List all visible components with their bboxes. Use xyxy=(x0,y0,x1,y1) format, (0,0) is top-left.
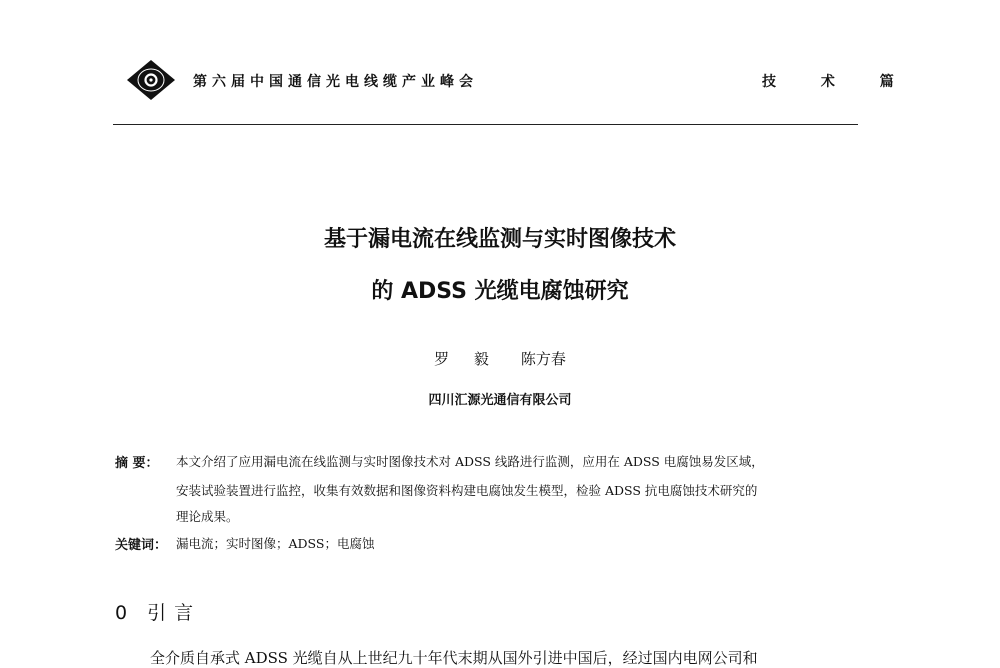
section-label: 技 术 篇 xyxy=(762,74,914,90)
abstract-text-line: 安装试验装置进行监控，收集有效数据和图像资料构建电腐蚀发生模型，检验 ADSS 抗电腐蚀技术研究的 xyxy=(176,483,758,498)
body-text-line: 全介质自承式 ADSS 光缆自从上世纪九十年代末期从国外引进中国后，经过国内电网公司和 xyxy=(150,649,758,667)
author-affiliation: 四川汇源光通信有限公司 xyxy=(428,393,572,408)
paper-title-line-2: 的 ADSS 光缆电腐蚀研究 xyxy=(371,279,629,304)
author-name: 罗 毅 xyxy=(434,350,499,368)
conference-title: 第六届中国通信光电线缆产业峰会 xyxy=(193,74,478,90)
author-name: 陈方春 xyxy=(520,350,566,368)
abstract-text-line: 本文介绍了应用漏电流在线监测与实时图像技术对 ADSS 线路进行监测，应用在 ADSS 电腐蚀易发区域， xyxy=(176,454,764,469)
abstract-label: 摘 要： xyxy=(115,456,159,471)
section-heading xyxy=(115,598,201,625)
section-number: 0 xyxy=(115,602,128,624)
conference-logo-icon xyxy=(125,58,177,102)
paper-title-line-1: 基于漏电流在线监测与实时图像技术 xyxy=(323,227,676,252)
author-list xyxy=(0,348,1000,369)
header-divider xyxy=(113,124,858,125)
section-title: 引言 xyxy=(147,602,202,624)
keywords-text: 漏电流；实时图像；ADSS；电腐蚀 xyxy=(176,536,375,551)
keywords-label: 关键词： xyxy=(115,538,168,553)
abstract-text-line: 理论成果。 xyxy=(176,509,239,524)
